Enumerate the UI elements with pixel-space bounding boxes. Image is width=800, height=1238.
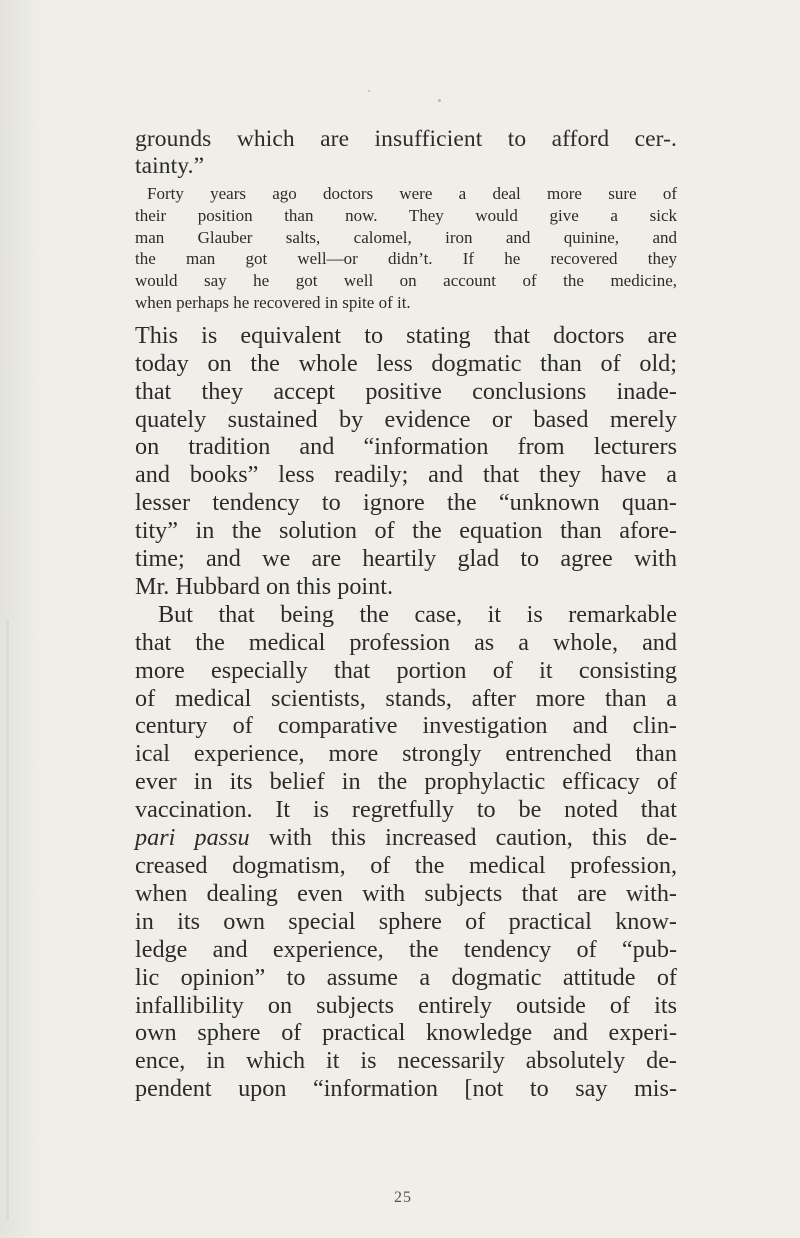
text-line: that they accept positive conclusions inade- — [135, 377, 677, 405]
text-line: today on the whole less dogmatic than of old; — [135, 349, 677, 377]
text-line: quately sustained by evidence or based merely — [135, 405, 677, 433]
text-line: century of comparative investigation and clin- — [135, 712, 677, 740]
paper-speck — [438, 99, 441, 102]
body-paragraphs — [135, 322, 677, 1103]
text-line: creased dogmatism, of the medical profession, — [135, 852, 677, 879]
text-line: But that being the case, it is remarkable — [158, 600, 677, 628]
text-line: in its own special sphere of practical know- — [135, 907, 677, 935]
text-line: and books” less readily; and that they have a — [135, 461, 677, 489]
text-line: the man got well—or didn’t. If he recovered they — [135, 249, 677, 269]
quoted-passage — [135, 183, 677, 314]
text-line: more especially that portion of it consisting — [135, 656, 677, 684]
text-line: pendent upon “information [not to say mis- — [135, 1075, 677, 1103]
page-edge — [0, 0, 46, 1238]
text-line: own sphere of practical knowledge and experi- — [135, 1019, 677, 1047]
text-line: would say he got well on account of the medicine, — [135, 271, 677, 291]
text-line — [135, 824, 677, 852]
text-line: ical experience, more strongly entrenched than — [135, 740, 677, 768]
text-line: that the medical profession as a whole, and — [135, 628, 677, 656]
text-line: grounds which are insufficient to afford cer-. — [135, 126, 677, 152]
lead-paragraph — [135, 126, 677, 180]
text-line: when dealing even with subjects that are with- — [135, 879, 677, 907]
text-line: of medical scientists, stands, after more than a — [135, 684, 677, 712]
paper-speck — [368, 90, 370, 92]
text-line: ever in its belief in the prophylactic efficacy of — [135, 768, 677, 796]
text-line: vaccination. It is regretfully to be noted that — [135, 796, 677, 824]
text-line: lic opinion” to assume a dogmatic attitude of — [135, 963, 677, 991]
text-line: ledge and experience, the tendency of “pub- — [135, 935, 677, 963]
page-text — [135, 126, 677, 1103]
text-line: their position than now. They would give a sick — [135, 205, 677, 225]
text-line: man Glauber salts, calomel, iron and quinine, and — [135, 227, 677, 247]
text-line: lesser tendency to ignore the “unknown quan- — [135, 489, 677, 517]
text-line: when perhaps he recovered in spite of it. — [135, 292, 411, 312]
page-number: 25 — [394, 1189, 412, 1206]
text-line: infallibility on subjects entirely outside of its — [135, 991, 677, 1019]
text-line: time; and we are heartily glad to agree with — [135, 545, 677, 573]
text-line: Forty years ago doctors were a deal more sure of — [147, 184, 677, 203]
text-line-rest: with this increased caution, this de- — [268, 824, 678, 852]
text-line: ence, in which it is necessarily absolutely de- — [135, 1047, 677, 1075]
text-line: tity” in the solution of the equation than afore- — [135, 517, 677, 545]
text-line: on tradition and “information from lecturers — [135, 433, 677, 461]
text-line: Mr. Hubbard on this point. — [135, 572, 393, 600]
text-line: This is equivalent to stating that doctors are — [135, 321, 677, 349]
text-line: tainty.” — [135, 153, 205, 179]
italic-phrase: pari passu — [135, 824, 250, 852]
